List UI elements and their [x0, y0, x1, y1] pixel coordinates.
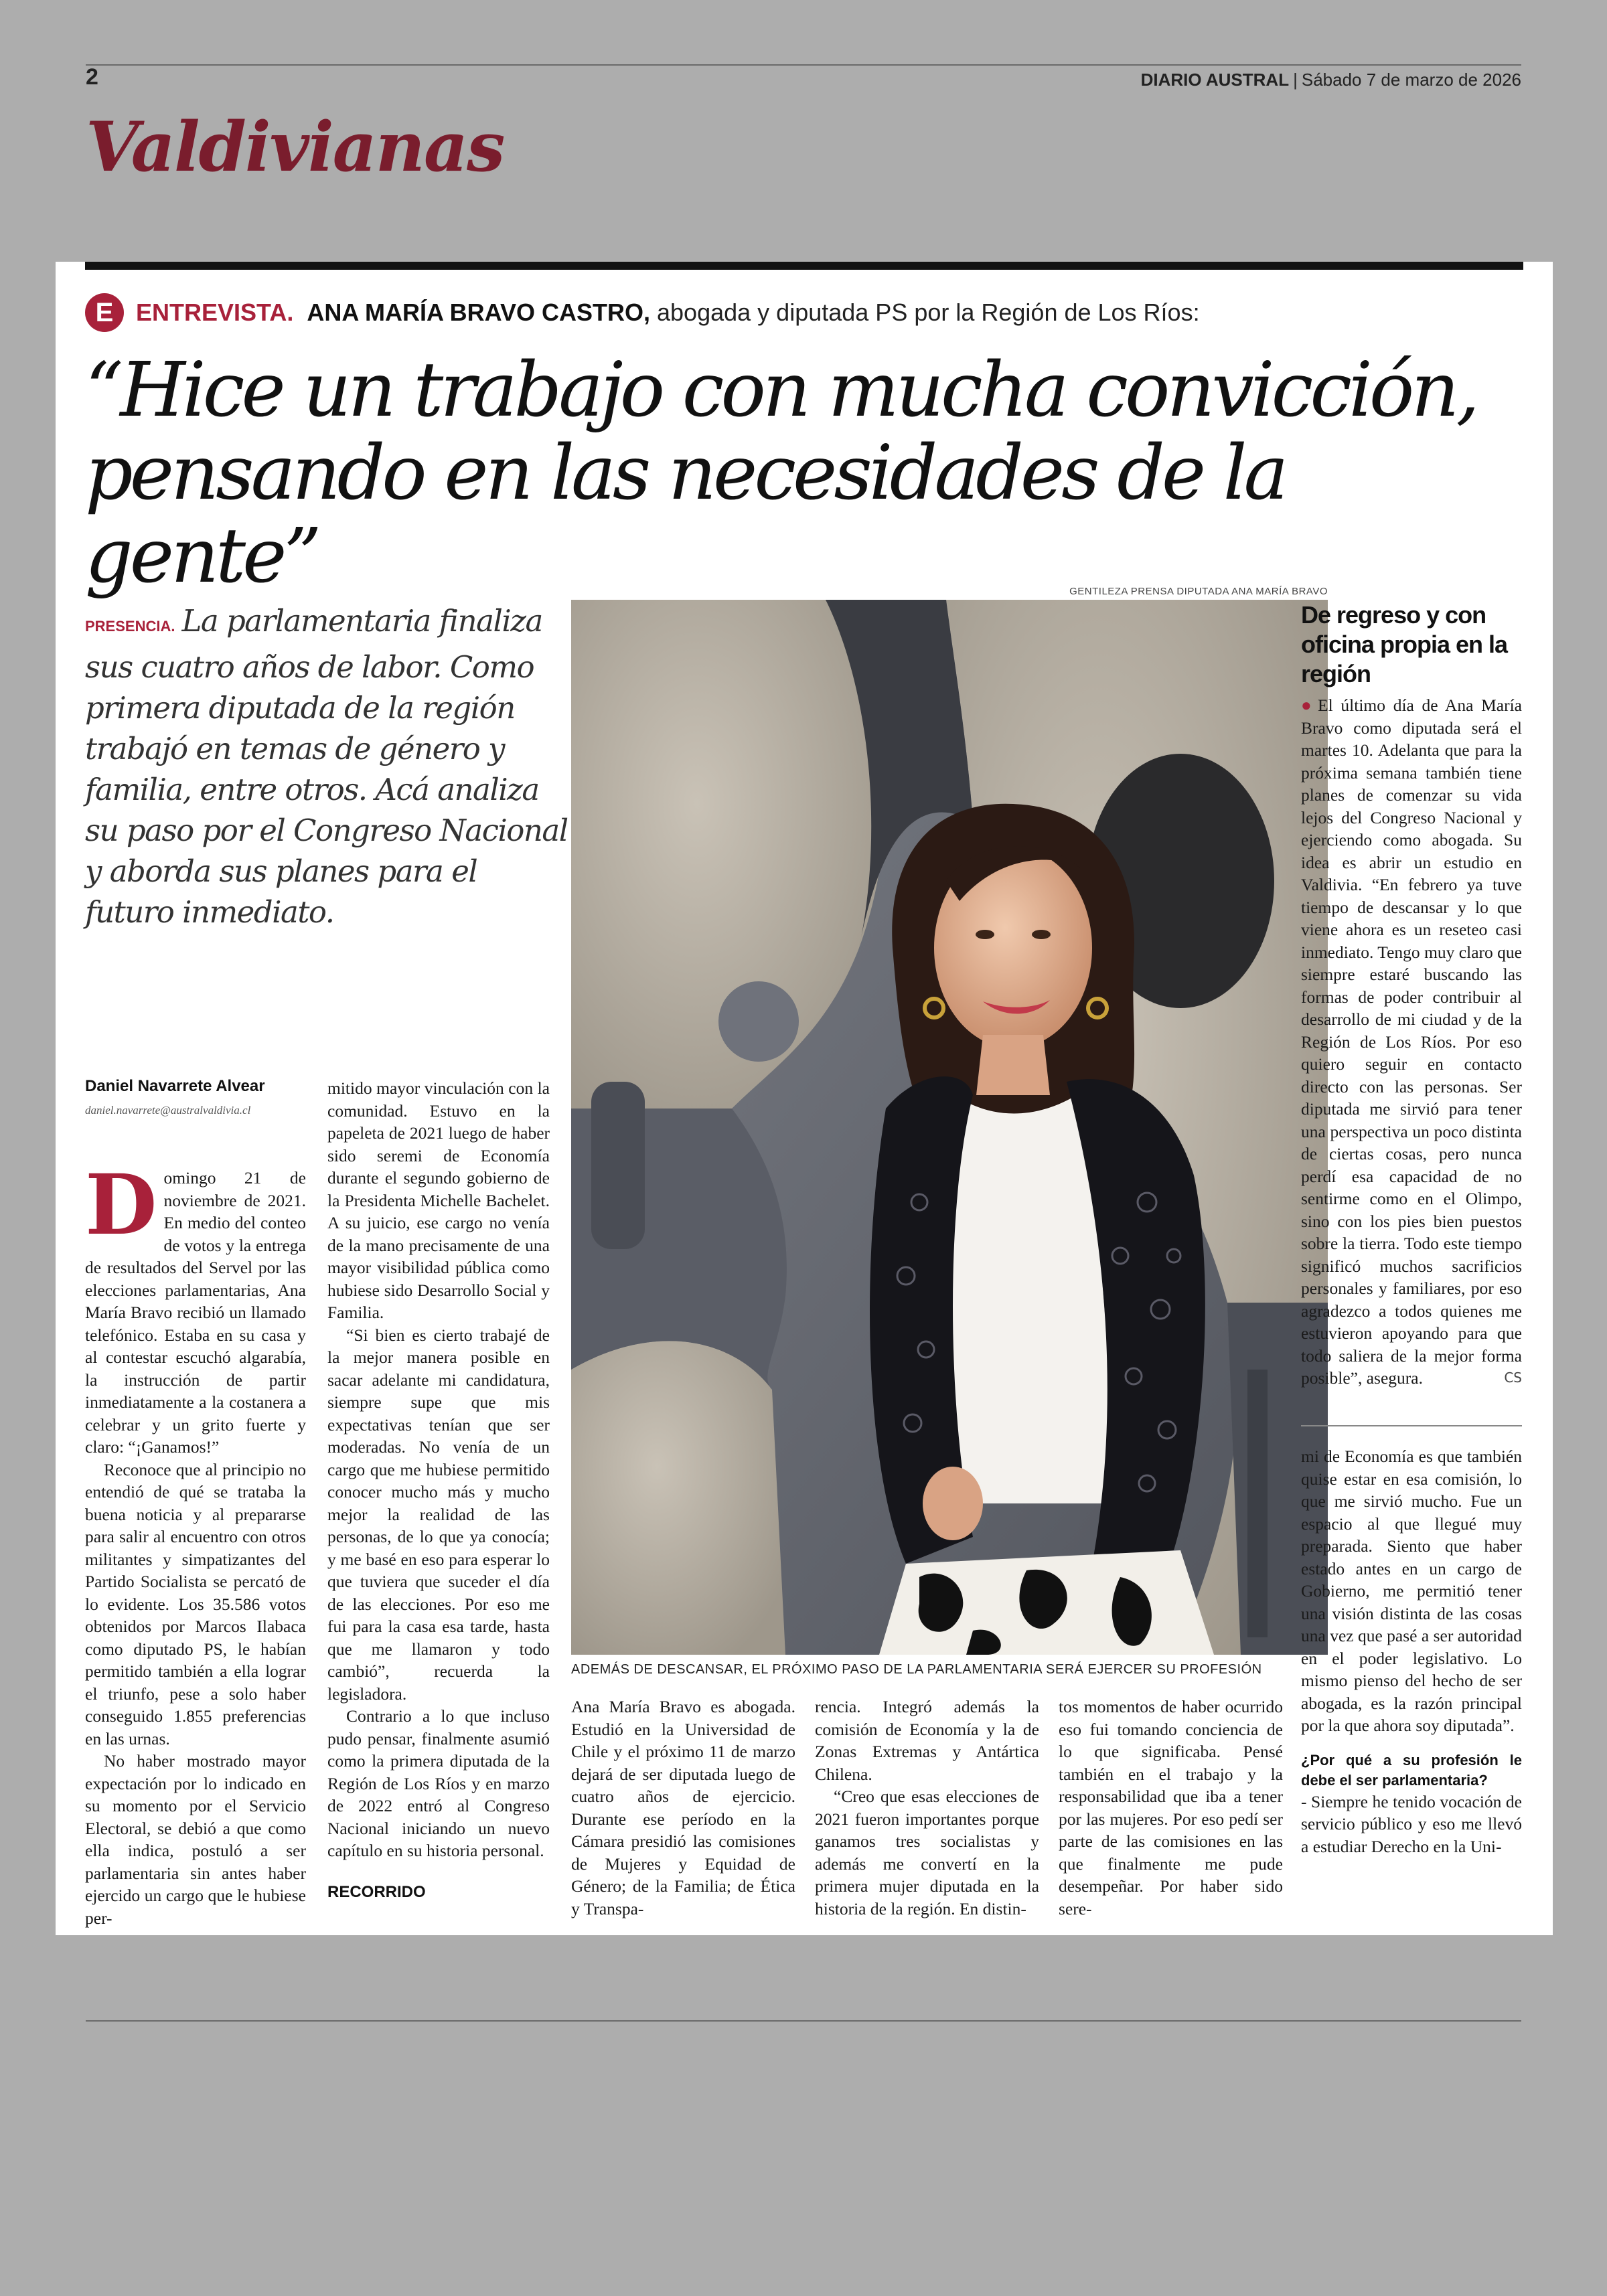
body-paragraph: mi de Economía es que también quise estar en esa comisión, lo que me sirvió mucho. Fue un espacio al que llegué muy preparada. Siento que haber estado antes en un cargo de Gobierno, me permitió tener una visión distinta de las cosas una vez que pasé a ser autoridad en el poder legislativo. Lo mismo pienso del hecho de ser abogada, es la razón principal por la que ahora soy diputada”.: [1301, 1447, 1522, 1735]
body-paragraph: Contrario a lo que incluso pudo pensar, finalmente asumió como la primera diputada de la Región de Los Ríos y en marzo de 2022 entró al Congreso Nacional iniciando un nuevo capítulo en su historia personal.: [327, 1706, 550, 1860]
footer-rule: [86, 2020, 1521, 2022]
subhead-recorrido: RECORRIDO: [327, 1882, 426, 1901]
lead-label: PRESENCIA.: [85, 618, 175, 635]
body-paragraph: No haber mostrado mayor expectación por lo indicado en su momento por el Servicio Electoral, se debió a que como ella indica, postuló a ser parlamentaria sin antes haber ejercido un cargo que le hubiese per-: [85, 1751, 306, 1928]
byline-author: Daniel Navarrete Alvear: [85, 1077, 265, 1095]
body-paragraph: mitido mayor vinculación con la comunidad. Estuvo en la papeleta de 2021 luego de haber sido seremi de Economía durante el segundo gobierno de la Presidenta Michelle Bachelet. A su juicio, ese cargo no venía de la mano precisamente de una mayor visibilidad pública como hubiese sido Desarrollo Social y Familia.: [327, 1078, 550, 1322]
body-column-3: [571, 1696, 795, 1920]
interview-question: ¿Por qué a su profesión le debe el ser parlamentaria?: [1301, 1751, 1522, 1789]
page-number: 2: [86, 64, 98, 90]
publication-date: Sábado 7 de marzo de 2026: [1301, 70, 1521, 90]
article-card: [56, 262, 1553, 1935]
body-column-2: [327, 1077, 550, 1903]
body-paragraph: rencia. Integró además la comisión de Economía y la de Zonas Extremas y Antártica Chilena.: [815, 1697, 1039, 1784]
sidebar-title: De regreso y con oficina propia en la región: [1301, 601, 1508, 687]
body-paragraph: Reconoce que al principio no entendió de qué se trataba la buena noticia y al prepararse para salir al encuentro con otros militantes y simpatizantes del Partido Socialista se percató de lo evidente. Los 35.586 votos obtenidos por Marcos Ilabaca como diputado PS, le habían permitido también a ella lograr el triunfo, pese a solo haber conseguido 1.855 preferencias en las urnas.: [85, 1459, 306, 1748]
masthead-info: [1141, 70, 1521, 90]
sidebar-text: El último día de Ana María Bravo como diputada será el martes 10. Adelanta que para la próxima semana también tiene planes de comenzar su vida lejos del Congreso Nacional y ejerciendo como abogada. Su idea es abrir un estudio en Valdivia. “En febrero ya tuve tiempo de descansar y lo que viene ahora es un reseteo casi inmediato. Tengo muy claro que siempre estaré buscando las formas de poder contribuir al desarrollo de mi ciudad y de la Región de Los Ríos. Por eso quiero seguir en contacto directo con las personas. Ser diputada me sirvió para tener una perspectiva un poco distinta de ciertas cosas, pero nunca perdí esa capacidad de no sentirme como en el Olimpo, sino con los pies bien puestos sobre la tierra. Todo este tiempo significó muchos sacrificios personales y familiares, por eso agradezco a todos quienes me estuvieron apoyando para que todo saliera de la mejor forma posible”, asegura.: [1301, 695, 1522, 1388]
interview-badge-icon: E: [85, 293, 124, 332]
body-column-4: [815, 1696, 1039, 1920]
sidebar-paragraph: [1301, 694, 1522, 1390]
kicker-label: ENTREVISTA.: [136, 299, 294, 326]
interviewee-description: abogada y diputada PS por la Región de Los Ríos:: [657, 299, 1200, 326]
body-text: omingo 21 de noviembre de 2021. En medio del conteo de votos y la entrega de resultados del Servel por las elecciones parlamentarias, Ana María Bravo recibió un llamado telefónico. Estaba en su casa y al contestar escuchó algarabía, la instrucción de partir inmediatamente a la costanera a celebrar y un grito fuerte y claro: “¡Ganamos!”: [85, 1168, 306, 1457]
masthead-separator: |: [1293, 70, 1298, 90]
sidebar-body: [1301, 694, 1522, 1390]
lead-paragraph: [85, 600, 574, 932]
body-paragraph: “Si bien es cierto trabajé de la mejor manera posible en sacar adelante mi candidatura, siempre supe que mis expectativas tenían que ser moderadas. No venía de un cargo que me hubiese permitido conocer mucho más y mucho mejor la realidad de las personas, de lo que ya conocía; y me basé en eso para esperar lo que tuviera que suceder el día de las elecciones. Por eso me fui para la casa esa tarde, hasta que me llamaron y todo cambió”, recuerda la legisladora.: [327, 1325, 550, 1704]
body-column-6: [1301, 1445, 1522, 1858]
kicker-row: [85, 291, 1523, 334]
end-mark-icon: CS: [1504, 1370, 1522, 1386]
bullet-icon: ●: [1301, 695, 1316, 715]
body-paragraph: [85, 1157, 306, 1459]
drop-cap: D: [85, 1157, 157, 1254]
portrait-photo: [571, 600, 1328, 1655]
photo-credit: GENTILEZA PRENSA DIPUTADA ANA MARÍA BRAVO: [1069, 586, 1328, 597]
body-paragraph: “Creo que esas elecciones de 2021 fueron importantes porque ganamos tres socialistas y además me convertí en la primera mujer diputada en la historia de la región. En distin-: [815, 1787, 1039, 1918]
publication-name: DIARIO AUSTRAL: [1140, 70, 1290, 90]
portrait-illustration: [571, 600, 1328, 1655]
body-column-5: [1059, 1696, 1283, 1920]
interview-answer: - Siempre he tenido vocación de servicio público y eso me llevó a estudiar Derecho en la Uni-: [1301, 1791, 1522, 1856]
body-paragraph: Ana María Bravo es abogada. Estudió en la Universidad de Chile y el próximo 11 de marzo dejará de ser diputada luego de cuatro años de ejercicio. Durante ese período en la Cámara presidió las comisiones de Mujeres y Equidad de Género; de la Familia; de Ética y Transpa-: [571, 1697, 795, 1918]
body-paragraph: tos momentos de haber ocurrido eso fui tomando conciencia de lo que significaba. Pensé también en el trabajo y la responsabilidad que iba a tener por las mujeres. Por eso pedí ser parte de las comisiones en las que finalmente me pude desempeñar. Por haber sido sere-: [1059, 1697, 1283, 1918]
article-top-bar: [85, 262, 1523, 270]
body-column-1: [85, 1157, 306, 1929]
sidebar-divider: [1301, 1425, 1522, 1426]
headline: “Hice un trabajo con mucha convicción, pensando en las necesidades de la gente”: [85, 347, 1477, 600]
section-title: Valdivianas: [86, 107, 504, 187]
lead-text: La parlamentaria finaliza sus cuatro años de labor. Como primera diputada de la región trabajó en temas de género y familia, entre otros. Acá analiza su paso por el Congreso Nacional y aborda sus planes para el futuro inmediato.: [85, 603, 568, 930]
interviewee-name: ANA MARÍA BRAVO CASTRO,: [307, 299, 651, 326]
header-rule-top: [86, 64, 1521, 66]
photo-caption: ADEMÁS DE DESCANSAR, EL PRÓXIMO PASO DE LA PARLAMENTARIA SERÁ EJERCER SU PROFESIÓN: [571, 1662, 1262, 1677]
byline-email[interactable]: daniel.navarrete@australvaldivia.cl: [85, 1104, 251, 1117]
